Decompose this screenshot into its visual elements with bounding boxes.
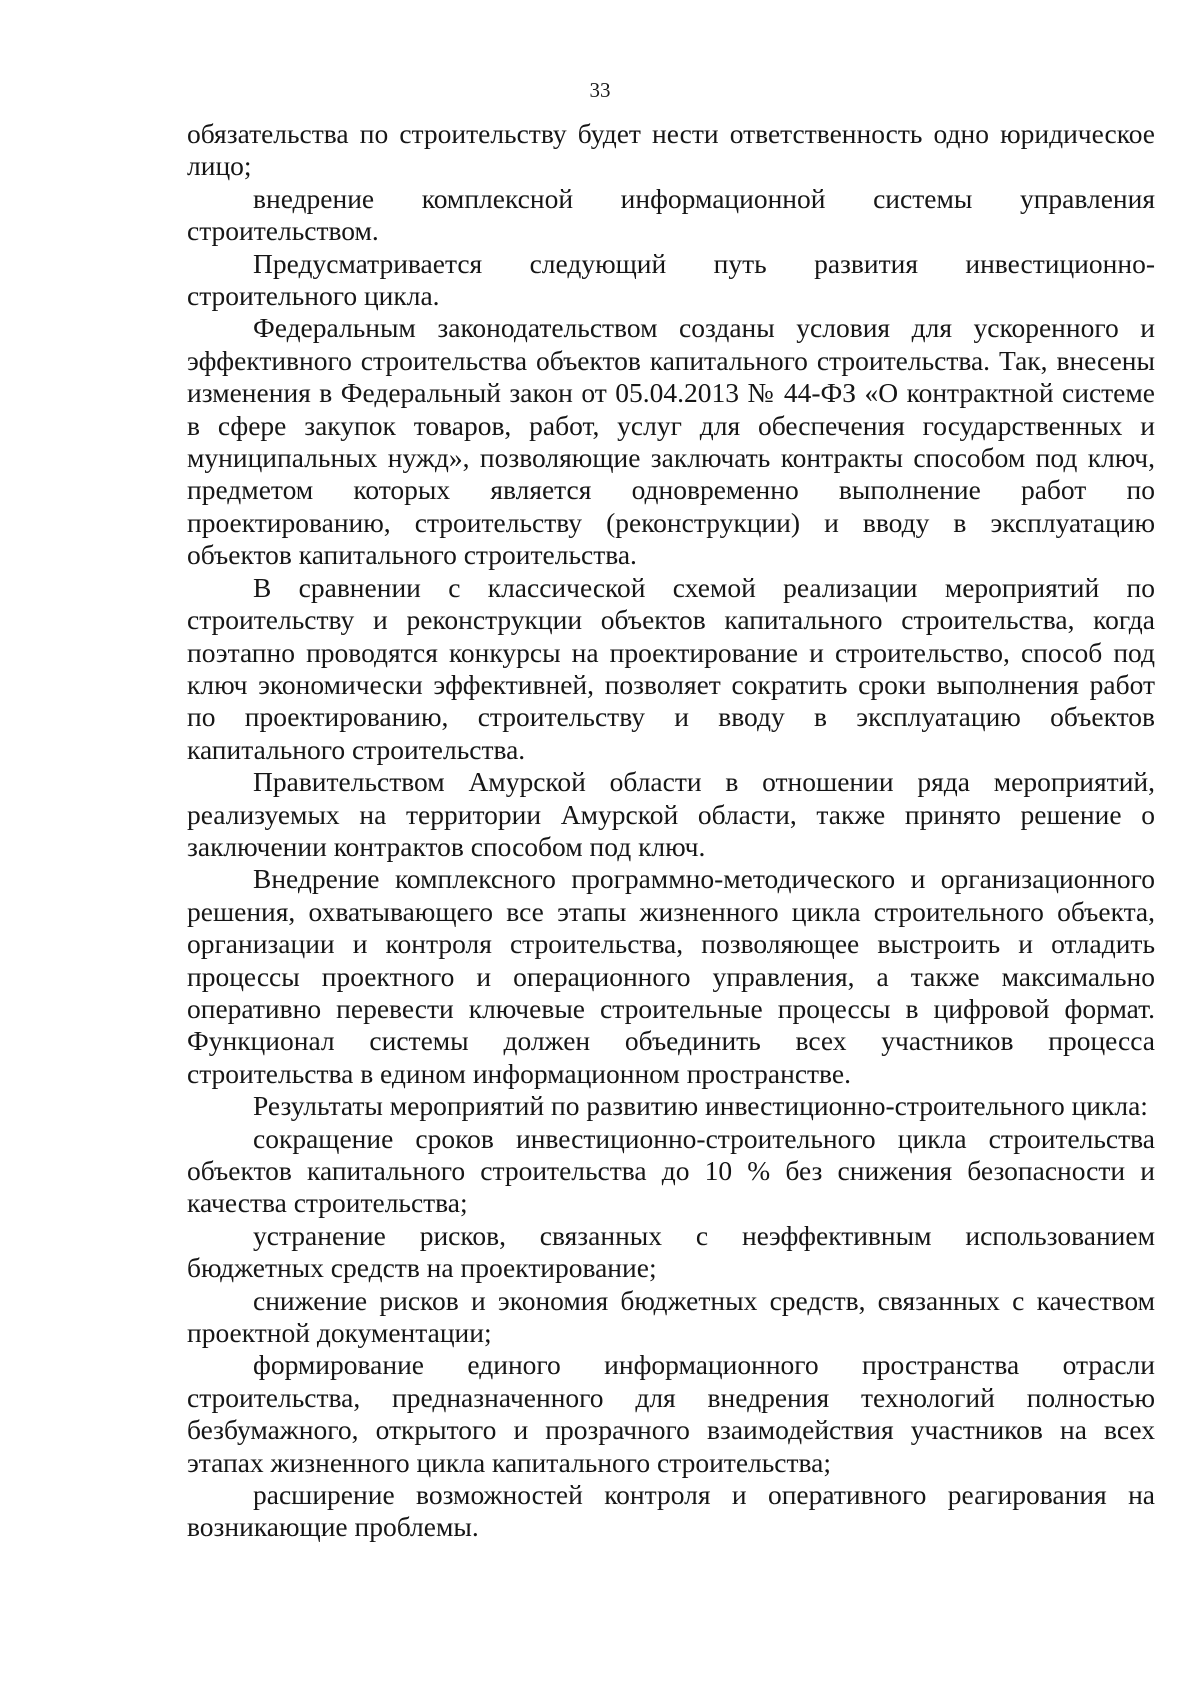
- list-item: снижение рисков и экономия бюджетных средств, связанных с качеством проектной документации;: [187, 1284, 1155, 1349]
- paragraph: Федеральным законодательством созданы условия для ускоренного и эффективного строительства объектов капитального строительства. Так, внесены изменения в Федеральный закон от 05.04.2013 № 44-ФЗ «О контрактной системе в сфере закупок товаров, работ, услуг для обеспечения государственных и муниципальных нужд», позволяющие заключать контракты способом под ключ, предметом которых является одновременно выполнение работ по проектированию, строительству (реконструкции) и вводу в эксплуатацию объектов капитального строительства.: [187, 312, 1155, 571]
- document-body: [187, 118, 1155, 1544]
- list-item: формирование единого информационного пространства отрасли строительства, предназначенного для внедрения технологий полностью безбумажного, открытого и прозрачного взаимодействия участников на всех этапах жизненного цикла капитального строительства;: [187, 1349, 1155, 1478]
- paragraph: внедрение комплексной информационной системы управления строительством.: [187, 182, 1155, 247]
- paragraph: Предусматривается следующий путь развития инвестиционно-строительного цикла.: [187, 247, 1155, 312]
- paragraph: Правительством Амурской области в отношении ряда мероприятий, реализуемых на территории Амурской области, также принято решение о заключении контрактов способом под ключ.: [187, 766, 1155, 862]
- paragraph: Результаты мероприятий по развитию инвестиционно-строительного цикла:: [253, 1090, 1148, 1122]
- paragraph-continuation: обязательства по строительству будет нести ответственность одно юридическое лицо;: [187, 118, 1155, 182]
- list-item: устранение рисков, связанных с неэффективным использованием бюджетных средств на проектирование;: [187, 1219, 1155, 1284]
- list-item: сокращение сроков инвестиционно-строительного цикла строительства объектов капитального строительства до 10 % без снижения безопасности и качества строительства;: [187, 1122, 1155, 1219]
- list-item: расширение возможностей контроля и оперативного реагирования на возникающие проблемы.: [187, 1479, 1155, 1543]
- page-number: 33: [589, 78, 611, 102]
- paragraph: Внедрение комплексного программно-методического и организационного решения, охватывающего все этапы жизненного цикла строительного объекта, организации и контроля строительства, позволяющее выстроить и отладить процессы проектного и операционного управления, а также максимально оперативно перевести ключевые строительные процессы в цифровой формат. Функционал системы должен объединить всех участников процесса строительства в едином информационном пространстве.: [187, 863, 1155, 1089]
- paragraph: В сравнении с классической схемой реализации мероприятий по строительству и реконструкции объектов капитального строительства, когда поэтапно проводятся конкурсы на проектирование и строительство, способ под ключ экономически эффективней, позволяет сократить сроки выполнения работ по проектированию, строительству и вводу в эксплуатацию объектов капитального строительства.: [187, 571, 1155, 765]
